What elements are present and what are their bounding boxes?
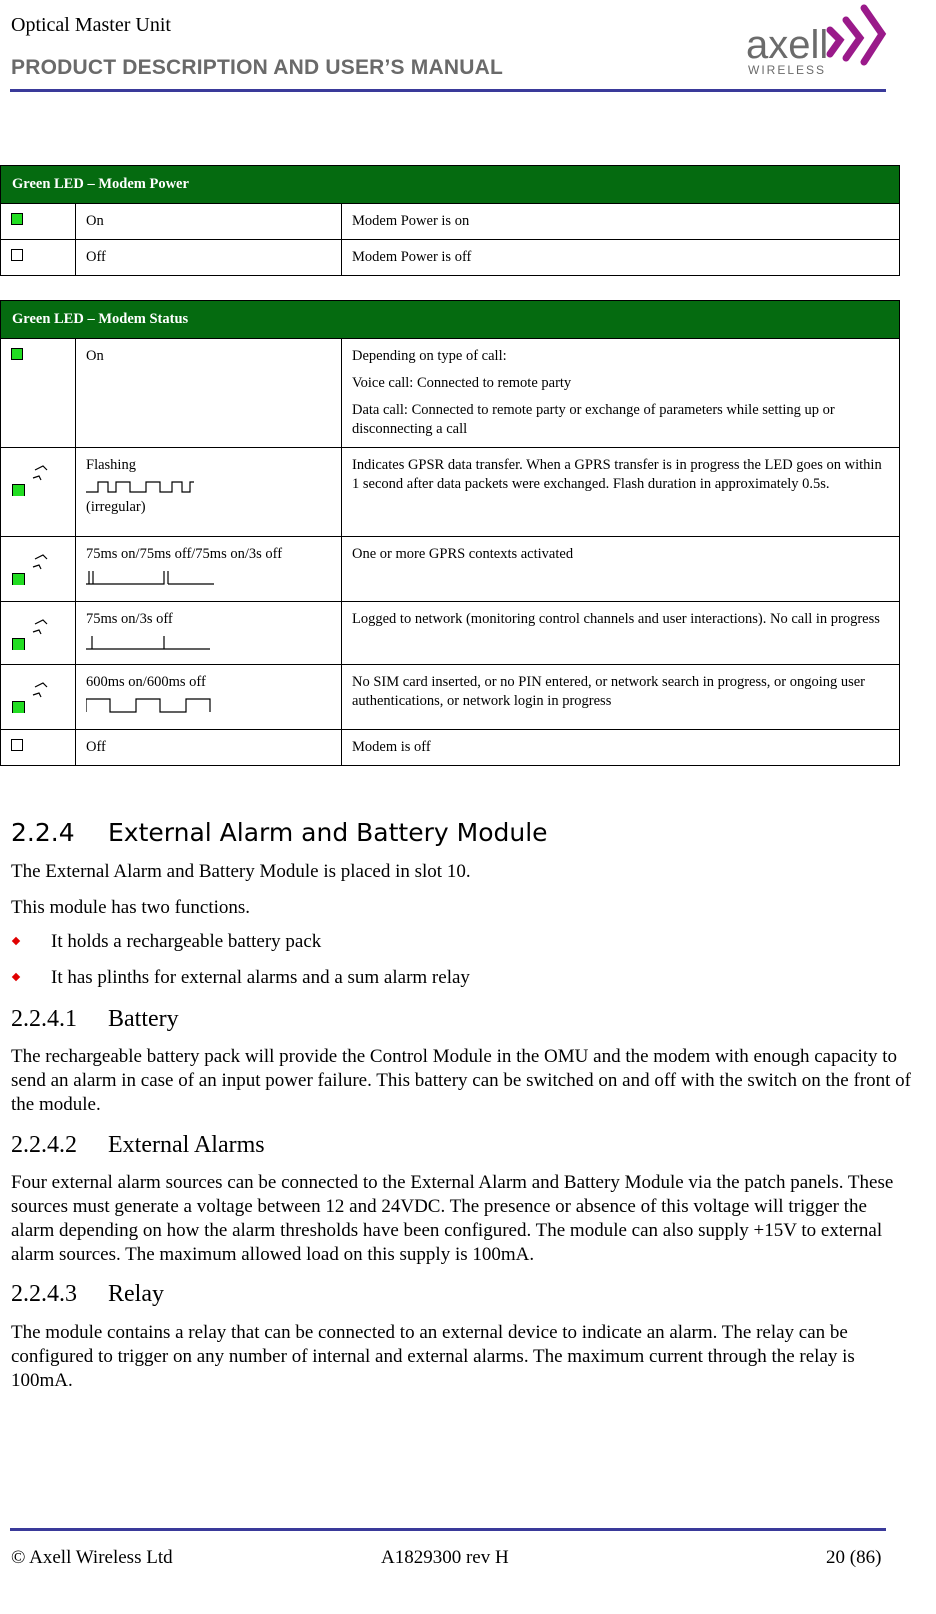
led-state-cell [76, 665, 342, 730]
table-heading: Green LED – Modem Power [1, 166, 900, 204]
table-row [1, 537, 900, 602]
table-row [1, 602, 900, 665]
table-heading: Green LED – Modem Status [1, 301, 900, 339]
led-state: On [76, 339, 342, 448]
led-state: Off [76, 240, 342, 276]
footer-rule [10, 1528, 886, 1531]
header-rule [10, 89, 886, 92]
section-number: 2.2.4 [11, 818, 75, 847]
subsection-paragraph: The rechargeable battery pack will provide the Control Module in the OMU and the modem with enough capacity to send an alarm in case of an input power failure. This battery can be switched on and off with the switch on the front of the module. [11, 1046, 911, 1115]
subsection-paragraph: The module contains a relay that can be connected to an external device to indicate an alarm. The relay can be configured to trigger on any number of internal and external alarms. The maximum current through the relay is 100mA. [11, 1322, 855, 1391]
led-on-icon [11, 348, 23, 360]
bullet-item [11, 967, 470, 989]
table-row [1, 448, 900, 537]
subsection-number: 2.2.4.2 [11, 1132, 77, 1158]
footer-copyright: © Axell Wireless Ltd [11, 1547, 173, 1568]
led-description: One or more GPRS contexts activated [342, 537, 900, 602]
led-description: Modem Power is off [342, 240, 900, 276]
led-state: 75ms on/3s off [86, 611, 173, 627]
led-flashing-icon [11, 456, 51, 496]
led-state-cell [76, 602, 342, 665]
logo-wordmark: axell [746, 23, 829, 67]
section-paragraph: The External Alarm and Battery Module is placed in slot 10. [11, 861, 471, 882]
modem-status-table [0, 300, 900, 766]
led-state: On [76, 204, 342, 240]
bullet-item [11, 931, 321, 953]
led-description: Modem Power is on [342, 204, 900, 240]
table-row [1, 730, 900, 766]
flash-waveform [86, 480, 196, 494]
led-on-icon [11, 213, 23, 225]
subsection-title: Battery [108, 1006, 179, 1032]
led-flashing-icon [11, 610, 51, 650]
section-paragraph: This module has two functions. [11, 897, 251, 918]
subsection-heading [11, 1281, 164, 1308]
table-row [1, 339, 900, 448]
subsection-number: 2.2.4.3 [11, 1281, 77, 1307]
description-line: Data call: Connected to remote party or exchange of parameters while setting up or disconnecting a call [352, 402, 835, 437]
bullet-text: It holds a rechargeable battery pack [51, 931, 322, 952]
description-line: Voice call: Connected to remote party [352, 375, 572, 391]
bullet-diamond-icon [12, 973, 20, 981]
table-row [1, 204, 900, 240]
footer-doc-id: A1829300 rev H [381, 1547, 509, 1568]
led-off-icon [11, 249, 23, 261]
led-description: No SIM card inserted, or no PIN entered, or network search in progress, or ongoing user authentications, or network login in progress [342, 665, 900, 730]
section-heading [11, 818, 548, 847]
bullet-text: It has plinths for external alarms and a sum alarm relay [51, 967, 470, 988]
subsection-title: Relay [108, 1281, 164, 1307]
table-row [1, 240, 900, 276]
document-subtitle: PRODUCT DESCRIPTION AND USER’S MANUAL [11, 56, 503, 79]
led-state-note: (irregular) [86, 499, 146, 515]
modem-power-table [0, 165, 900, 276]
flash-waveform [86, 569, 216, 585]
footer-page-number: 20 (86) [826, 1547, 882, 1568]
table-row [1, 665, 900, 730]
flash-waveform [86, 634, 212, 650]
document-title: Optical Master Unit [11, 14, 171, 36]
led-flashing-icon [11, 545, 51, 585]
subsection-heading [11, 1132, 265, 1159]
led-state: 75ms on/75ms off/75ms on/3s off [86, 546, 283, 562]
led-state: Off [76, 730, 342, 766]
led-off-icon [11, 739, 23, 751]
subsection-heading [11, 1006, 179, 1033]
logo-subtext: WIRELESS [748, 63, 827, 77]
led-flashing-icon [11, 673, 51, 713]
axell-wireless-logo [744, 0, 892, 80]
bullet-diamond-icon [12, 937, 20, 945]
led-description: Logged to network (monitoring control channels and user interactions). No call in progress [342, 602, 900, 665]
led-state: Flashing [86, 457, 136, 473]
led-description: Modem is off [342, 730, 900, 766]
led-state-cell [76, 448, 342, 537]
section-title: External Alarm and Battery Module [108, 818, 548, 847]
subsection-number: 2.2.4.1 [11, 1006, 77, 1032]
led-state: 600ms on/600ms off [86, 674, 206, 690]
subsection-title: External Alarms [108, 1132, 265, 1158]
subsection-paragraph: Four external alarm sources can be connected to the External Alarm and Battery Module via the patch panels. These sources must generate a voltage between 12 and 24VDC. The presence or absence of this voltage will trigger the alarm depending on how the alarm thresholds have been configured. The module can also supply +15V to external alarm sources. The maximum allowed load on this supply is 100mA. [11, 1172, 894, 1265]
led-description [342, 339, 900, 448]
led-state-cell [76, 537, 342, 602]
description-line: Depending on type of call: [352, 348, 507, 364]
led-description: Indicates GPSR data transfer. When a GPRS transfer is in progress the LED goes on within 1 second after data packets were exchanged. Flash duration in approximately 0.5s. [342, 448, 900, 537]
flash-waveform [86, 697, 220, 713]
